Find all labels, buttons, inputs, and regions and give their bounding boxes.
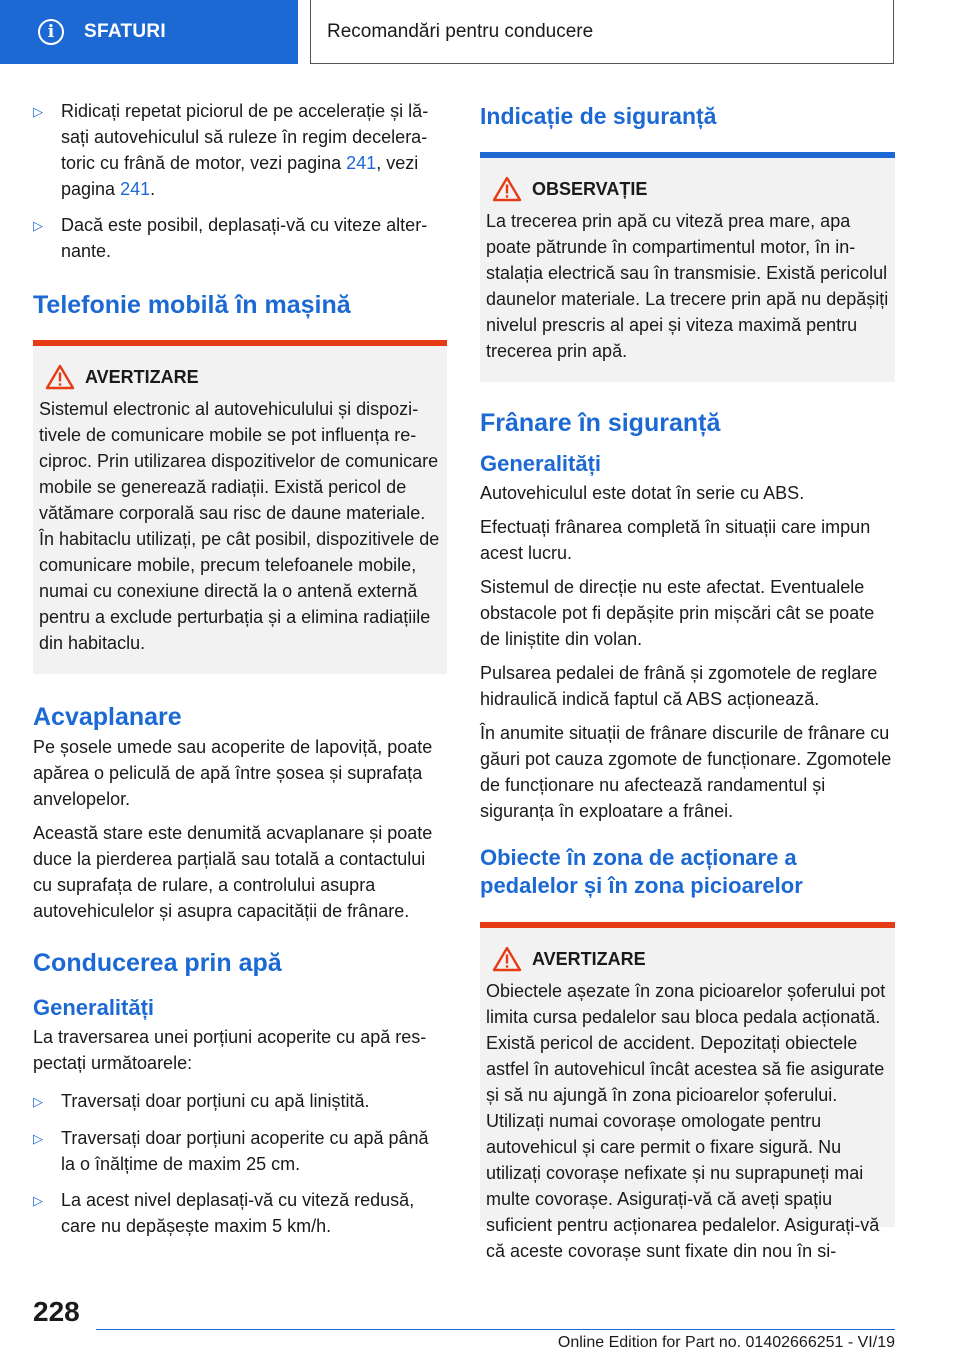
- warning-text: Sistemul electronic al autovehiculului și dispozitivele de comunicare mobile se pot influența reciproc. Prin utilizarea dispozitivelor de comunicare mobile se generează radiații. Există pericol de vătămare corporală sau risc de daune materiale. În habitaclu utilizați, pe cât posibil, dispozitivele de comunicare mobile, precum telefoanele mobile, numai cu conexiune directă la o antenă externă pentru a exclude perturbația și a elimina radiațiile din habitaclu.: [39, 399, 440, 653]
- list-item: ▷ Ridicați repetat piciorul de pe accelerație și lăsați autovehiculul să ruleze în regim deceleratoric cu frână de motor, vezi pagina 241, vezi pagina 241.: [33, 98, 447, 202]
- section-heading: Acvaplanare: [33, 703, 182, 731]
- page-number: 228: [33, 1296, 80, 1327]
- warning-callout: [33, 340, 447, 674]
- triangle-bullet-icon: ▷: [33, 1193, 43, 1208]
- warning-title: AVERTIZARE: [85, 367, 199, 387]
- subsection-heading: Generalități: [33, 995, 155, 1020]
- warning-triangle-icon: [492, 176, 522, 202]
- warning-callout: [480, 922, 895, 1261]
- left-column: [33, 98, 447, 1249]
- warning-title: AVERTIZARE: [532, 949, 646, 969]
- subsection-heading: Generalități: [480, 451, 602, 476]
- page-link[interactable]: 241: [120, 179, 151, 199]
- notice-title: OBSERVAȚIE: [532, 179, 648, 199]
- section-heading: Indicație de siguranță: [480, 103, 717, 129]
- triangle-bullet-icon: ▷: [33, 104, 43, 119]
- triangle-bullet-icon: ▷: [33, 1094, 43, 1109]
- warning-triangle-icon: [492, 946, 522, 972]
- paragraph: Pe șosele umede sau acoperite de lapoviță, poate apărea o peliculă de apă între șosea și suprafața anvelopelor.: [33, 737, 433, 809]
- section-heading: Conducerea prin apă: [33, 949, 282, 977]
- section-heading: Telefonie mobilă în mașină: [33, 291, 351, 319]
- section-heading: Frânare în siguranță: [480, 409, 721, 437]
- section-tab-label: SFATURI: [84, 21, 166, 42]
- section-tab: [0, 0, 298, 64]
- section-heading: Obiecte în zona de acționare a pedalelor și în zona picioarelor: [480, 845, 803, 898]
- list-item: ▷ La acest nivel deplasați-vă cu viteză redusă, care nu depășește maxim 5 km/h.: [33, 1187, 447, 1239]
- paragraph: În anumite situații de frânare discurile de frânare cu găuri pot cauza zgomote de funcționare. Zgomotele de funcționare nu afectează randamentul și siguranța în exploatare a frânei.: [480, 723, 892, 821]
- right-column: [480, 98, 895, 1261]
- warning-triangle-icon: [45, 364, 75, 390]
- chapter-title: [310, 0, 894, 64]
- page-link[interactable]: 241: [346, 153, 377, 173]
- triangle-bullet-icon: ▷: [33, 218, 43, 233]
- paragraph: Pulsarea pedalei de frână și zgomotele de reglare hidraulică indică faptul că ABS acționează.: [480, 663, 878, 709]
- paragraph: Efectuați frânarea completă în situații care impun acest lucru.: [480, 517, 871, 563]
- triangle-bullet-icon: ▷: [33, 1131, 43, 1146]
- footer-divider: [96, 1329, 895, 1330]
- list-item: ▷ Dacă este posibil, deplasați-vă cu viteze alternante.: [33, 212, 447, 264]
- info-icon: i: [38, 19, 64, 45]
- warning-text: Obiectele așezate în zona picioarelor șoferului pot limita cursa pedalelor sau bloca pedala acționată. Există pericol de accident. Depozitați obiectele astfel în autovehicul încât acestea să fie asigurate și să nu ajungă în zona picioarelor șoferului. Utilizați numai covorașe omologate pentru autovehicul și care permit o fixare sigură. Nu utilizați covorașe nefixate și nu suprapuneți mai multe covorașe. Asigurați-vă că aveți spațiu suficient pentru acționarea pedalelor. Asigurați-vă că aceste covorașe sunt fixate din nou în si-: [486, 981, 886, 1261]
- chapter-title-text: Recomandări pentru conducere: [327, 20, 594, 42]
- paragraph: Sistemul de direcție nu este afectat. Eventualele obstacole pot fi depășite prin mișcări cât se poate de liniștite din volan.: [480, 577, 875, 649]
- paragraph: Această stare este denumită acvaplanare și poate duce la pierderea parțială sau totală a contactului cu suprafața de rulare, a controlului asupra autovehiculelor și asupra capacității de frânare.: [33, 823, 433, 921]
- notice-text: La trecerea prin apă cu viteză prea mare, apa poate pătrunde în compartimentul motor, în instalația electrică sau în transmisie. Există pericolul daunelor materiale. La trecere prin apă nu depășiți nivelul prescris al apei și viteza maximă pentru trecerea prin apă.: [486, 211, 889, 361]
- paragraph: La traversarea unei porțiuni acoperite cu apă respectați următoarele:: [33, 1027, 427, 1073]
- list-item: ▷ Traversați doar porțiuni cu apă liniștită.: [33, 1088, 447, 1115]
- edition-text: Online Edition for Part no. 01402666251 - VI/19: [557, 1334, 895, 1351]
- paragraph: Autovehiculul este dotat în serie cu ABS.: [480, 483, 805, 503]
- notice-callout: [480, 152, 895, 382]
- list-item: ▷ Traversați doar porțiuni acoperite cu apă până la o înălțime de maxim 25 cm.: [33, 1125, 447, 1177]
